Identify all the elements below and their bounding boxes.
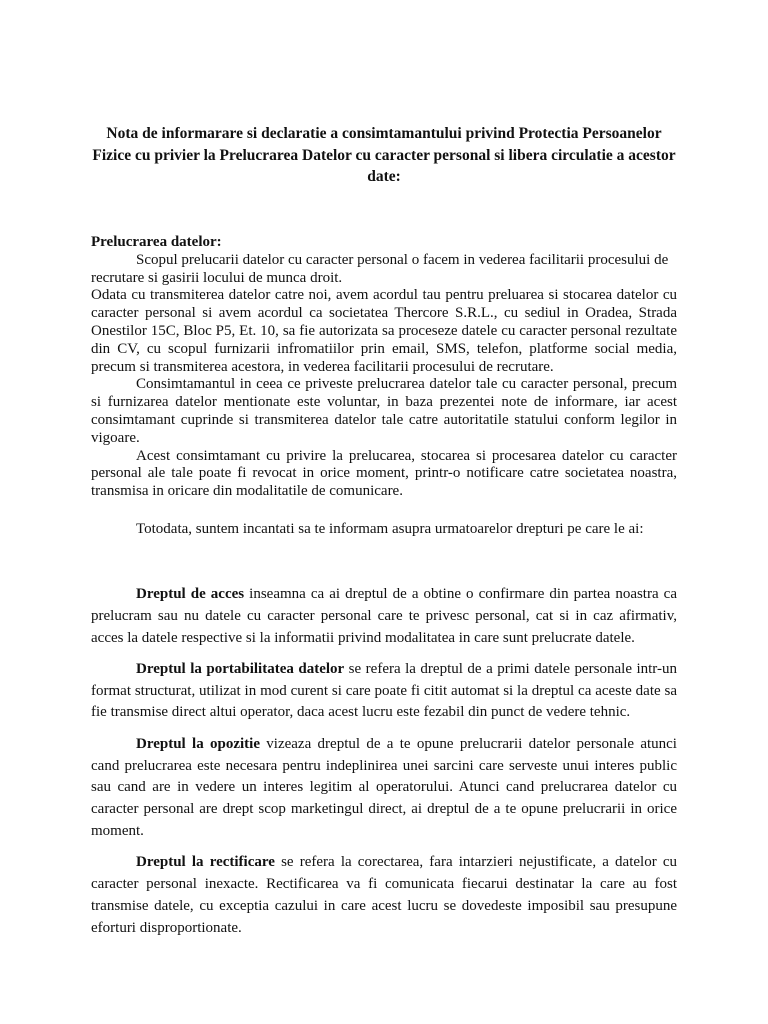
right-item: [91, 852, 677, 939]
title-line: Fizice cu privier la Prelucrarea Datelor cu caracter personal si libera circulatie a acestor: [92, 146, 676, 164]
right-name: Dreptul de acces: [136, 586, 245, 602]
document-title: [91, 123, 677, 188]
right-item: [91, 659, 677, 724]
right-item: [91, 734, 677, 843]
paragraph-voluntary-consent: Consimtamantul in ceea ce priveste prelucrarea datelor tale cu caracter personal, precum si furnizarea datelor mentionate este voluntar, in baza prezentei note de informare, iar acest consimtamant cuprinde si transmiterea datelor tale catre autoritatile statului conform legilor in vigoare.: [91, 376, 677, 446]
right-name: Dreptul la portabilitatea datelor: [136, 660, 345, 677]
rights-intro: Totodata, suntem incantati sa te informam asupra urmatoarelor drepturi pe care le ai:: [136, 521, 644, 537]
rights-list: [91, 584, 677, 949]
right-description: vizeaza dreptul de a te opune prelucrarii datelor personale atunci cand prelucrarea este necesara pentru indeplinirea unei sarcini care serveste unui interes public sau cand are in vedere un interes legitim al operatorului. Atunci cand prelucrarea datelor cu caracter personal are drept scop marketingul direct, ai dreptul de a te opune prelucrarii in orice moment.: [91, 735, 677, 839]
paragraph-purpose: Scopul prelucarii datelor cu caracter personal o facem in vederea facilitarii procesului de recrutare si gasirii locului de munca droit.: [91, 251, 669, 286]
title-line: Nota de informarare si declaratie a consimtamantului privind Protectia Persoanelor: [106, 125, 662, 142]
paragraph-revocation: Acest consimtamant cu privire la prelucarea, stocarea si procesarea datelor cu caracter personal ale tale poate fi revocat in orice moment, printr-o notificare catre societatea noastra, transmisa in oricare din modalitatile de comunicare.: [91, 447, 677, 500]
paragraph-consent-storage: Odata cu transmiterea datelor catre noi, avem acordul tau pentru preluarea si stocarea datelor cu caracter personal si avem acordul ca societatea Thercore S.R.L., cu sediul in Oradea, Strada Onestilor 15C, Bloc P5, Et. 10, sa fie autorizata sa proceseze datele cu caracter personal rezultate din CV, cu scopul furnizarii infromatiilor prin email, SMS, telefon, platforme social media, precum si transmiterea acestora, in vederea facilitarii procesului de recrutare.: [91, 287, 677, 375]
right-name: Dreptul la opozitie: [136, 735, 260, 752]
section-heading: Prelucrarea datelor:: [91, 234, 222, 250]
right-description: se refera la corectarea, fara intarzieri nejustificate, a datelor cu caracter personal inexacte. Rectificarea va fi comunicata fiecarui destinatar la care au fost transmise datele, cu exceptia cazului in care acest lucru se dovedeste imposibil sau presupune eforturi disproportionate.: [91, 854, 677, 936]
right-name: Dreptul la rectificare: [136, 854, 275, 871]
right-item: [91, 584, 677, 649]
title-line: date:: [367, 168, 401, 185]
right-description: inseamna ca ai dreptul de a obtine o confirmare din partea noastra ca prelucram sau nu datele cu caracter personal care te privesc personal, cat si in caz afirmativ, acces la datele respective si la informatii privind modalitatea in care sunt prelucrate datele.: [91, 586, 677, 646]
rights-intro-block: [91, 521, 677, 539]
right-description: se refera la dreptul de a primi datele personale intr-un format structurat, utilizat in mod curent si care poate fi citit automat si la dreptul ca aceste date sa fie transmise direct altui operator, daca acest lucru este fezabil din punct de vedere tehnic.: [91, 660, 678, 721]
data-processing-section: [91, 234, 677, 501]
